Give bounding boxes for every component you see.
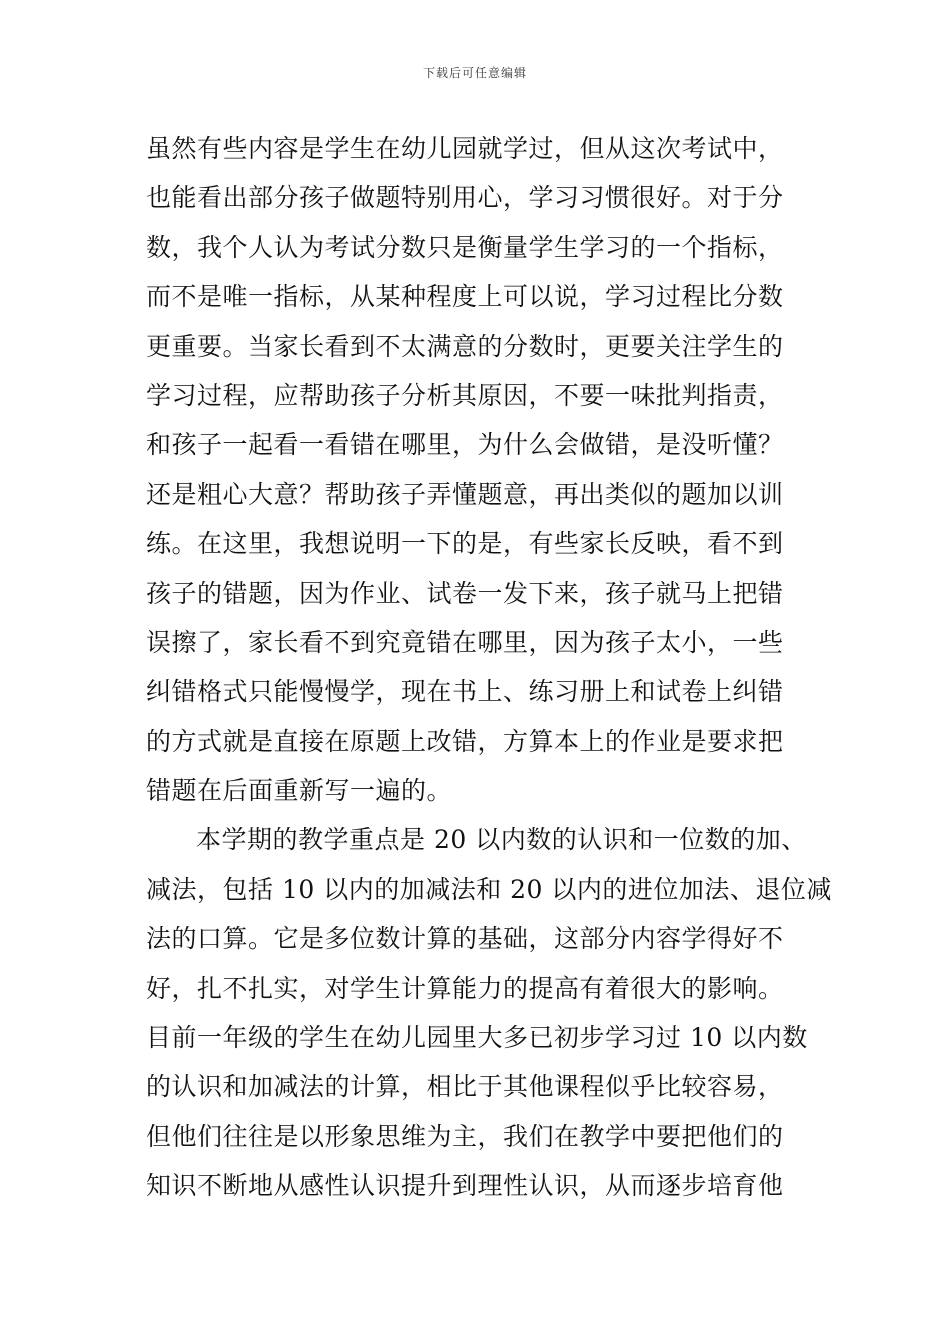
text-line: 而不是唯一指标，从某种程度上可以说，学习过程比分数 [146,282,784,312]
text-line: 练。在这里，我想说明一下的是，有些家长反映，看不到 [146,529,784,559]
text-line: 纠错格式只能慢慢学，现在书上、练习册上和试卷上纠错 [146,677,784,707]
text-line-first-indented: 本学期的教学重点是 20 以内数的认识和一位数的加、 [196,825,807,855]
text-line: 孩子的错题，因为作业、试卷一发下来，孩子就马上把错 [146,578,784,608]
text-line: 也能看出部分孩子做题特别用心，学习习惯很好。对于分 [146,183,784,213]
paragraph-1 [146,124,808,815]
text-line: 法的口算。它是多位数计算的基础，这部分内容学得好不 [146,924,784,954]
text-line: 好，扎不扎实，对学生计算能力的提高有着很大的影响。 [146,973,784,1003]
text-line: 和孩子一起看一看错在哪里，为什么会做错，是没听懂？ [146,430,784,460]
text-line: 知识不断地从感性认识提升到理性认识，从而逐步培育他 [146,1171,784,1201]
document-body [146,124,832,1211]
paragraph-2 [146,815,832,1210]
page-header: 下载后可任意编辑 [422,66,527,80]
text-line: 的认识和加减法的计算，相比于其他课程似乎比较容易， [146,1072,784,1102]
text-line: 的方式就是直接在原题上改错，方算本上的作业是要求把 [146,726,784,756]
text-line: 目前一年级的学生在幼儿园里大多已初步学习过 10 以内数 [146,1023,808,1053]
text-line: 但他们往往是以形象思维为主，我们在教学中要把他们的 [146,1121,784,1151]
text-line: 虽然有些内容是学生在幼儿园就学过，但从这次考试中， [146,134,784,163]
text-line: 误擦了，家长看不到究竟错在哪里，因为孩子太小，一些 [146,627,784,657]
text-line: 更重要。当家长看到不太满意的分数时，更要关注学生的 [146,331,784,361]
text-line: 数，我个人认为考试分数只是衡量学生学习的一个指标， [146,232,784,262]
text-line: 错题在后面重新写一遍的。 [146,776,453,806]
text-line: 学习过程，应帮助孩子分析其原因，不要一味批判指责， [146,380,784,410]
text-line: 还是粗心大意？帮助孩子弄懂题意，再出类似的题加以训 [146,479,784,509]
text-line: 减法，包括 10 以内的加减法和 20 以内的进位加法、退位减 [146,874,832,904]
